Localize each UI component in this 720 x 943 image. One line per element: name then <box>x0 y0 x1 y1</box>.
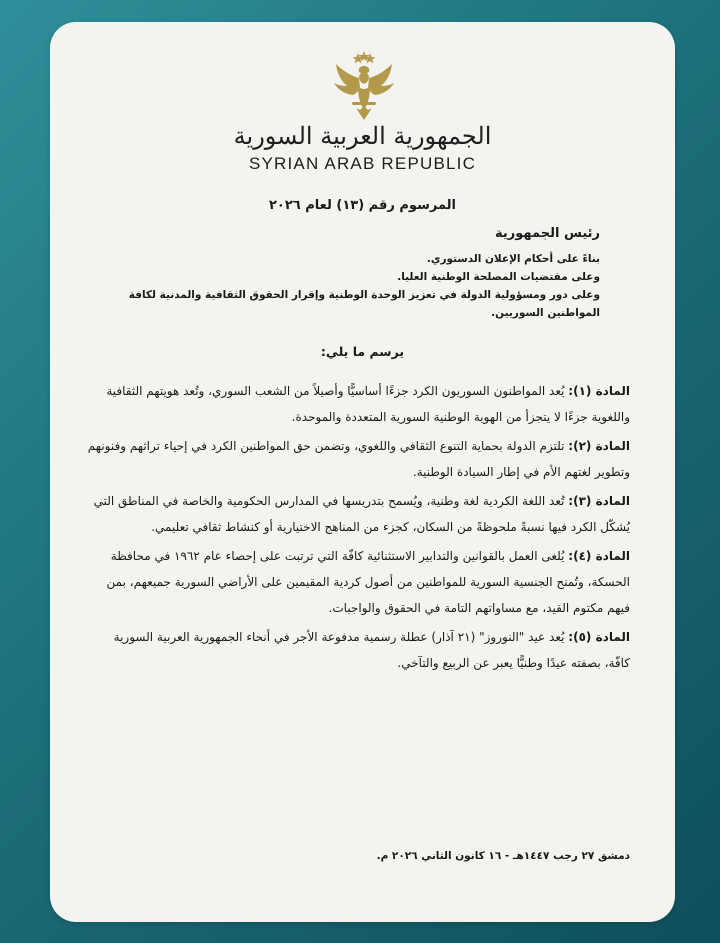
article-3 <box>85 488 630 540</box>
decree-title: المرسوم رقم (١٣) لعام ٢٠٢٦ <box>268 198 457 213</box>
article-5 <box>85 624 630 676</box>
article-text: تلتزم الدولة بحماية التنوع الثقافي واللغوي، وتضمن حق المواطنين الكرد في إحياء تراثهم وفنونهم وتطوير لغتهم الأم في إطار السيادة الوطنية. <box>87 439 630 479</box>
dateline: دمشق ٢٧ رجب ١٤٤٧هـ - ١٦ كانون الثاني ٢٠٢٦ م. <box>376 850 630 862</box>
article-label: المادة (٤): <box>568 549 630 563</box>
article-text: يُعد عيد "النوروز" (٢١ آذار) عطلة رسمية مدفوعة الأجر في أنحاء الجمهورية العربية السورية كافّة، بصفته عيدًا وطنيًّا يعبر عن الربيع والتآخي. <box>113 630 630 670</box>
preamble-line: وعلى مقتضيات المصلحة الوطنية العليا. <box>397 271 600 283</box>
article-text: تُعد اللغة الكردية لغة وطنية، ويُسمح بتدريسها في المدارس الحكومية والخاصة في المناطق التي يُشكّل الكرد فيها نسبةً ملحوظةً من السكان، كجزء من المناهج الاختيارية أو كنشاط ثقافي تعليمي. <box>93 494 630 534</box>
articles-list <box>85 378 630 679</box>
document-sheet <box>50 22 675 922</box>
article-label: المادة (٥): <box>568 630 630 644</box>
preamble <box>100 250 600 322</box>
preamble-line: بناءً على أحكام الإعلان الدستوري. <box>426 253 600 265</box>
preamble-line: وعلى دور ومسؤولية الدولة في تعزيز الوحدة الوطنية وإقرار الحقوق الثقافية والمدنية لكافة المواطنين السوريين. <box>128 289 600 319</box>
article-text: يُلغى العمل بالقوانين والتدابير الاستثنائية كافّة التي ترتبت على إحصاء عام ١٩٦٢ في محافظة الحسكة، وتُمنح الجنسية السورية للمواطنين من أصول كردية المقيمين على الأراضي السورية جميعهم، بمن فيهم مكتوم القيد، مع مساواتهم التامة في الحقوق والواجبات. <box>106 549 630 615</box>
article-text: يُعد المواطنون السوريون الكرد جزءًا أساسيًّا وأصيلاً من الشعب السوري، وتُعد هويتهم الثقافية واللغوية جزءًا لا يتجزأ من الهوية الوطنية السورية المتعددة والموحدة. <box>106 384 630 424</box>
decrees-heading: يرسم ما يلي: <box>320 344 405 359</box>
article-label: المادة (١): <box>568 384 630 398</box>
english-republic-name: SYRIAN ARAB REPUBLIC <box>248 154 477 173</box>
article-1 <box>85 378 630 430</box>
issuer-heading: رئيس الجمهورية <box>495 226 600 241</box>
article-2 <box>85 433 630 485</box>
article-label: المادة (٣): <box>568 494 630 508</box>
eagle-emblem-icon <box>328 50 400 122</box>
article-4 <box>85 543 630 621</box>
article-label: المادة (٢): <box>568 439 630 453</box>
arabic-republic-name: الجمهورية العربية السورية <box>233 122 492 150</box>
